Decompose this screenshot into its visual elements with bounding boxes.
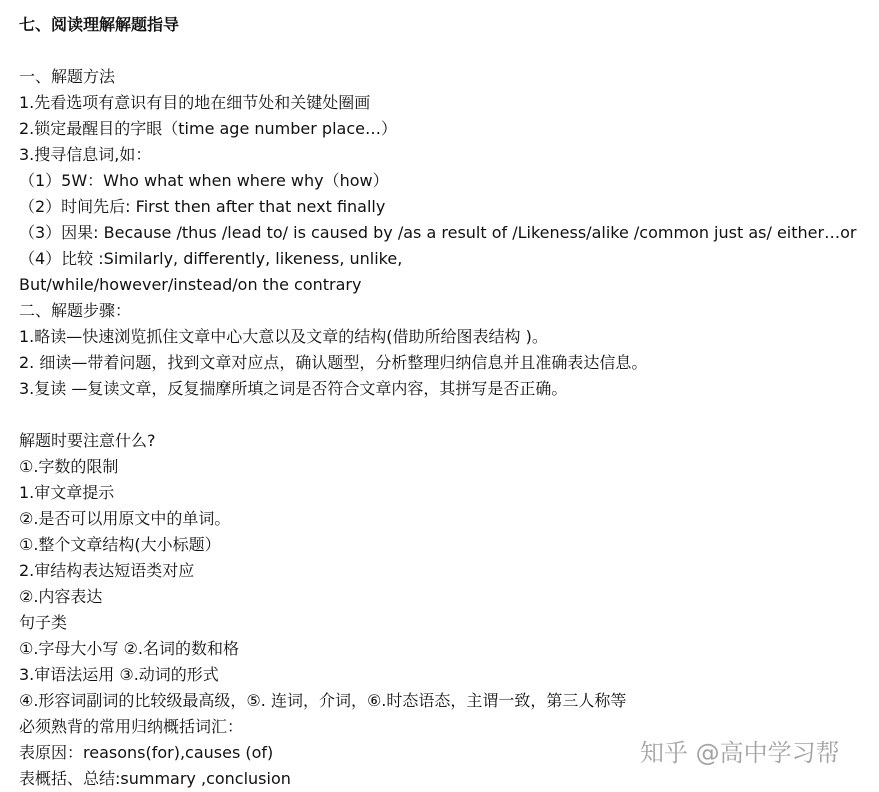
text-line: （1）5W：Who what when where why（how）: [19, 171, 389, 190]
methods-and-steps: [19, 64, 869, 402]
text-line: 1.略读—快速浏览抓住文章中心大意以及文章的结构(借助所给图表结构 )。: [19, 327, 548, 346]
text-line: 3.复读 —复读文章，反复揣摩所填之词是否符合文章内容，其拼写是否正确。: [19, 379, 568, 398]
text-line: ④.形容词副词的比较级最高级，⑤. 连词，介词，⑥.时态语态，主谓一致，第三人称等: [19, 691, 627, 710]
text-line: 一、解题方法: [19, 67, 116, 86]
text-line: But/while/however/instead/on the contrary: [19, 275, 362, 294]
text-line: （2）时间先后: First then after that next finally: [19, 197, 386, 216]
spacer: [19, 38, 869, 64]
text-line: 2.审结构表达短语类对应: [19, 561, 195, 580]
section-title: 七、阅读理解解题指导: [19, 15, 180, 34]
document-body: [19, 12, 869, 792]
text-line: 3.审语法运用 ③.动词的形式: [19, 665, 219, 684]
text-line: 必须熟背的常用归纳概括词汇：: [19, 717, 244, 736]
text-line: （3）因果: Because /thus /lead to/ is caused by /as a result of /Likeness/alike /common just as/ either…or: [19, 223, 857, 242]
watermark: 知乎 @高中学习帮: [640, 739, 840, 767]
text-line: ①.整个文章结构(大小标题）: [19, 535, 221, 554]
spacer: [19, 402, 869, 428]
text-line: ①.字母大小写 ②.名词的数和格: [19, 639, 239, 658]
text-line: 句子类: [19, 613, 68, 632]
text-line: 表原因：reasons(for),causes (of): [19, 743, 274, 762]
text-line: 3.搜寻信息词,如：: [19, 145, 152, 164]
text-line: 1.审文章提示: [19, 483, 115, 502]
text-line: 表概括、总结:summary ,conclusion: [19, 769, 291, 788]
text-line: 二、解题步骤：: [19, 301, 132, 320]
text-line: 解题时要注意什么?: [19, 431, 156, 450]
text-line: 2.锁定最醒目的字眼（time age number place…）: [19, 119, 397, 138]
text-line: （4）比较 :Similarly, differently, likeness, unlike,: [19, 249, 403, 268]
text-line: ②.内容表达: [19, 587, 103, 606]
text-line: ①.字数的限制: [19, 457, 119, 476]
text-line: 1.先看选项有意识有目的地在细节处和关键处圈画: [19, 93, 371, 112]
text-line: 2. 细读—带着问题，找到文章对应点，确认题型，分析整理归纳信息并且准确表达信息。: [19, 353, 648, 372]
text-line: ②.是否可以用原文中的单词。: [19, 509, 231, 528]
